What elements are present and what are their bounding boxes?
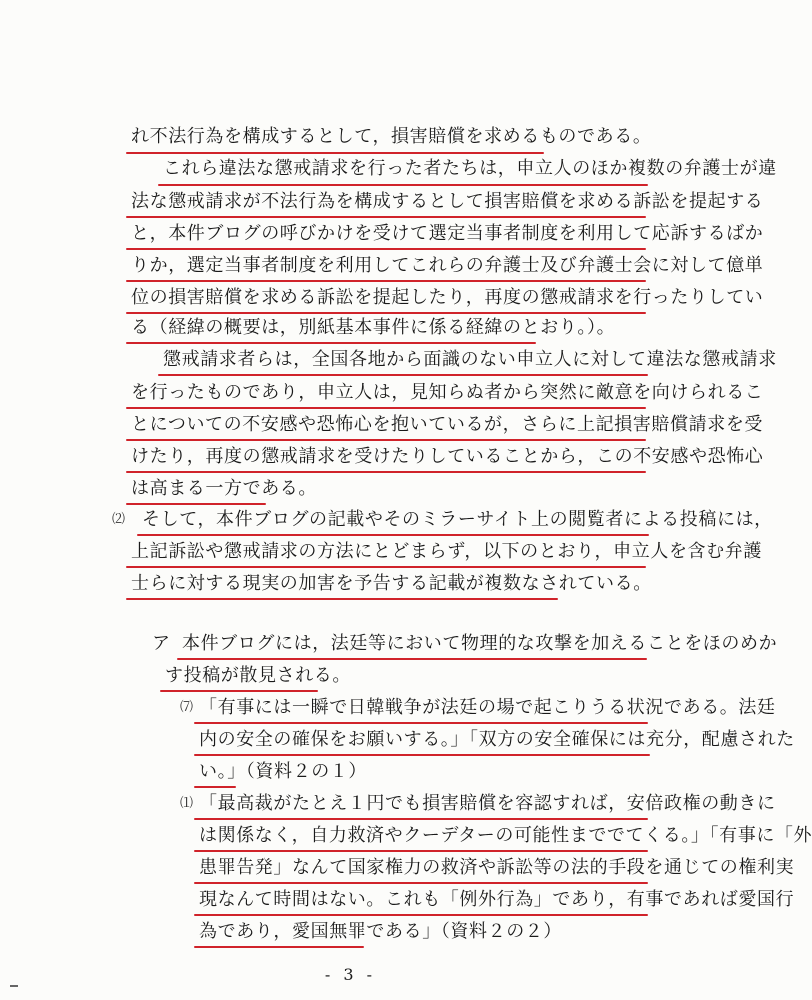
text-line-5: りか，選定当事者制度を利用してこれらの弁護士及び弁護士会に対して億単: [131, 255, 764, 276]
text-line-23: 患罪告発」なんて国家権力の救済や訴訟等の法的手段を通じての権利実: [199, 857, 795, 878]
text-line-16: 本件ブログには，法廷等において物理的な攻撃を加えることをほのめか: [182, 633, 778, 654]
text-line-17: す投稿が散見される。: [165, 665, 351, 686]
red-underline: [194, 754, 650, 756]
text-line-25: 為であり，愛国無罪である」（資料２の２）: [199, 921, 562, 942]
red-underline: [160, 690, 318, 692]
text-line-14: 上記訴訟や懲戒請求の方法にとどまらず，以下のとおり，申立人を含む弁護: [131, 541, 762, 562]
item-a-marker: ア: [152, 633, 170, 654]
text-line-21: 「最高裁がたとえ１円でも損害賠償を容認すれば，安倍政権の動きに: [199, 793, 776, 814]
text-line-9: を行ったものであり，申立人は，見知らぬ者から突然に敵意を向けられるこ: [131, 382, 764, 403]
red-underline: [126, 503, 266, 505]
red-underline: [194, 818, 648, 820]
text-line-10: とについての不安感や恐怖心を抱いているが，さらに上記損害賠償請求を受: [131, 414, 764, 435]
text-line-4: と，本件ブログの呼びかけを受けて選定当事者制度を利用して応訴するばか: [131, 223, 764, 244]
red-underline: [126, 312, 646, 314]
text-line-15: 士らに対する現実の加害を予告する記載が複数なされている。: [131, 573, 652, 594]
section-2-marker: ⑵: [112, 512, 126, 527]
page-number: - 3 -: [324, 965, 377, 984]
text-line-11: けたり，再度の懲戒請求を受けたりしていることから，この不安感や恐怖心: [131, 446, 764, 467]
text-line-22: は関係なく，自力救済やクーデターの可能性まででてくる。」「有事に「外: [199, 825, 812, 846]
red-underline: [126, 566, 646, 568]
text-line-3: 法な懲戒請求が不法行為を構成するとして損害賠償を求める訴訟を提起する: [131, 191, 764, 212]
red-underline: [126, 439, 646, 441]
text-line-13: そして，本件ブログの記載やそのミラーサイト上の閲覧者による投稿には，: [142, 509, 773, 530]
text-line-8: 懲戒請求者らは，全国各地から面識のない申立人に対して違法な懲戒請求: [163, 349, 777, 370]
red-underline: [194, 722, 648, 724]
red-underline: [126, 280, 646, 282]
red-underline: [158, 374, 648, 376]
text-line-24: 現なんて時間はない。これも「例外行為」であり，有事であれば愛国行: [199, 889, 795, 910]
red-underline: [194, 786, 236, 788]
red-underline: [126, 248, 646, 250]
text-line-12: は高まる一方である。: [131, 478, 317, 499]
red-underline: [126, 598, 558, 600]
red-underline: [177, 658, 647, 660]
red-underline: [194, 914, 648, 916]
red-underline: [158, 184, 648, 186]
red-underline: [126, 216, 646, 218]
item-a2-marker: ⑴: [180, 796, 194, 811]
red-underline: [126, 407, 646, 409]
red-underline: [137, 534, 649, 536]
red-underline: [194, 882, 648, 884]
text-line-19: 内の安全の確保をお願いする。」「双方の安全確保には充分，配慮された: [199, 729, 795, 750]
text-line-20: い。」（資料２の１）: [199, 761, 367, 782]
red-underline: [126, 342, 536, 344]
red-underline: [126, 471, 646, 473]
text-line-7: る（経緯の概要は，別紙基本事件に係る経緯のとおり。）。: [131, 317, 616, 338]
text-line-18: 「有事には一瞬で日韓戦争が法廷の場で起こりうる状況である。法廷: [199, 697, 776, 718]
scan-artifact: [10, 985, 18, 987]
red-underline: [194, 946, 364, 948]
red-underline: [126, 152, 544, 154]
text-line-1: れ不法行為を構成するとして，損害賠償を求めるものである。: [131, 126, 652, 147]
text-line-2: これら違法な懲戒請求を行った者たちは，申立人のほか複数の弁護士が違: [163, 158, 777, 179]
text-line-6: 位の損害賠償を求める訴訟を提起したり，再度の懲戒請求を行ったりしてい: [131, 287, 764, 308]
item-a1-marker: ⑺: [180, 700, 194, 715]
red-underline: [194, 850, 648, 852]
